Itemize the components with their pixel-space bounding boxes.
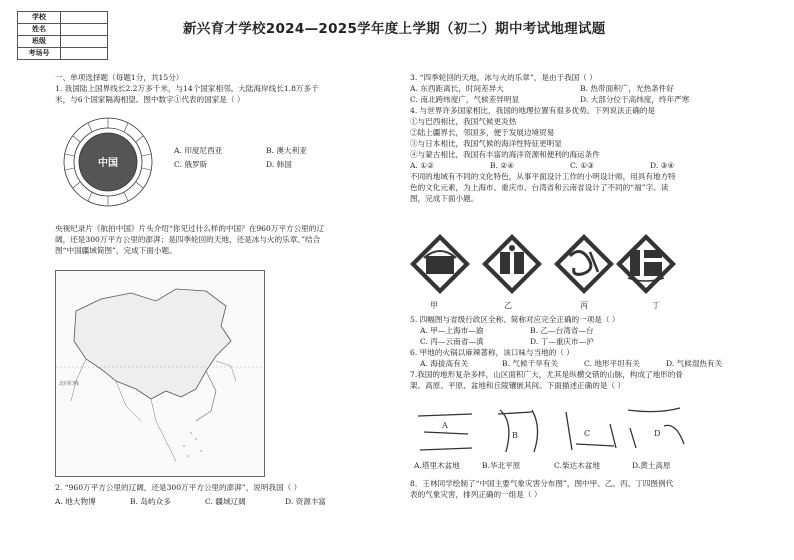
fu-design-tiles	[408, 232, 678, 302]
q4-statement: ①与巴西相比，我国气候更炎热	[410, 117, 517, 126]
info-label: 班级	[18, 36, 61, 48]
tile-jia	[410, 234, 470, 294]
q1-text: 米，与6个国家隔海相望。图中数字①代表的国家是（ ）	[55, 95, 245, 104]
option-b[interactable]: B. 气候干旱有关	[502, 359, 558, 368]
info-label: 姓名	[18, 24, 61, 36]
q8-block	[410, 478, 785, 500]
option-b[interactable]: B. 澳大利亚	[266, 146, 307, 155]
option-a[interactable]: A. 东西距离长，时间差异大	[410, 84, 504, 93]
landform-letter: B	[512, 431, 518, 440]
landform-sketches	[414, 404, 704, 460]
info-field[interactable]	[61, 24, 108, 36]
q5-text: 5. 四幅图与省级行政区全称、简称对应完全正确的一项是（ ）	[410, 315, 620, 324]
option-d[interactable]: D.黄土高原	[632, 461, 671, 470]
intro-line: 图“中国疆域简图”，完成下面小题。	[55, 246, 177, 255]
option-c[interactable]: C. 丙—云南省—滇	[420, 337, 484, 346]
q7-options	[414, 460, 704, 471]
q3-text: 3. “四季轮回的天地，冰与火的乐章”，是由于我国（ ）	[410, 73, 597, 82]
option-b[interactable]: B. 乙—台湾省—台	[530, 326, 594, 335]
neighbor-ring-diagram	[60, 108, 160, 216]
q8-text: 表的气象灾害，排列正确的一组是（ ）	[410, 490, 542, 499]
info-label: 学校	[18, 12, 61, 24]
intro-line: 阔，还是300万平方公里的澎湃；是四季轮回的天地，还是冰与火的乐章。”结合	[55, 235, 321, 244]
q1-options	[174, 145, 374, 170]
option-d[interactable]: D. 韩国	[266, 160, 292, 169]
option-a[interactable]: A. 地大物博	[55, 497, 96, 506]
q2-block	[55, 482, 395, 507]
info-field[interactable]	[61, 36, 108, 48]
option-c[interactable]: C. 南北跨纬度广，气候差异明显	[410, 95, 520, 104]
china-label: 中国	[98, 158, 118, 169]
option-a[interactable]: A.塔里木盆地	[414, 461, 460, 470]
section-heading: 一、单项选择题（每题1分，共15分）	[55, 73, 184, 82]
intro-line: 央视纪录片《航拍中国》片头介绍“你见过什么样的中国？在960万平方公里的辽	[55, 224, 324, 233]
option-a[interactable]: A. ①②	[410, 161, 434, 170]
tile-ding	[616, 234, 676, 294]
q2-text: 2. “960万平方公里的辽阔，还是300万平方公里的澎湃”，说明我国（ ）	[55, 483, 302, 492]
option-b[interactable]: B. 热带面积广，光热条件好	[580, 84, 674, 93]
info-field[interactable]	[61, 48, 108, 60]
option-c[interactable]: C. 俄罗斯	[174, 160, 208, 169]
intro-line: 图，完成下面小题。	[410, 194, 479, 203]
option-a[interactable]: A. 甲—上海市—渝	[420, 326, 484, 335]
option-c[interactable]: C.柴达木盆地	[554, 461, 600, 470]
option-d[interactable]: D. 丁—重庆市—沪	[530, 337, 594, 346]
q7-text: 7.我国的地形复杂多样，山区面积广大，尤其是纵横交错的山脉，构成了地形的骨	[410, 370, 684, 379]
landform-letter: D	[654, 429, 661, 438]
q5-q7-block	[410, 314, 785, 391]
q4-statement: ③与日本相比，我国气候的海洋性特征更明显	[410, 139, 562, 148]
q4-text: 4. 与世界许多国家相比，我国的地理位置有很多优势。下列说法正确的是	[410, 106, 656, 115]
tile-label: 甲	[430, 301, 438, 310]
tile-label: 乙	[504, 301, 512, 310]
q8-text: 8．王林同学绘制了“中国主要气象灾害分布图”，图中甲、乙、丙、丁四图例代	[410, 479, 674, 488]
option-b[interactable]: B. 岛屿众多	[130, 497, 171, 506]
tile-yi	[482, 234, 542, 294]
tile-label: 丙	[580, 301, 588, 310]
q1-text: 1. 我国陆上国界线长2.2万多千米，与14个国家相邻。大陆海岸线长1.8万多千	[55, 84, 319, 93]
tile-label: 丁	[652, 301, 660, 310]
info-label: 考场号	[18, 48, 61, 60]
option-a[interactable]: A. 海拔高有关	[420, 359, 469, 368]
option-b[interactable]: B.华北平原	[482, 461, 521, 470]
info-field[interactable]	[61, 12, 108, 24]
q4-statement: ④与蒙古相比，我国有丰富的海洋资源和便利的海运条件	[410, 150, 600, 159]
exam-title: 新兴育才学校2024—2025学年度上学期（初二）期中考试地理试题	[183, 21, 606, 37]
option-a[interactable]: A. 印度尼西亚	[174, 146, 223, 155]
q4-statement: ②陆上疆界长，邻国多，便于发展边境贸易	[410, 128, 555, 137]
q7-text: 架。高原、平原、盆地和丘陵镶嵌其间。下面描述正确的是（ ）	[410, 381, 626, 390]
landform-letter: A	[442, 421, 448, 430]
option-d[interactable]: D. 资源丰富	[285, 497, 327, 506]
option-c[interactable]: C. 地形平坦有关	[584, 359, 640, 368]
china-territory-map	[55, 270, 265, 477]
tropic-label: 北回归线	[59, 381, 80, 387]
intro-line: 不同的地域有不同的文化特色，从事平面设计工作的小明设计师，用具有地方特	[410, 172, 676, 181]
tile-bing	[554, 234, 614, 294]
option-d[interactable]: D. 大部分位于高纬度，终年严寒	[580, 95, 690, 104]
option-d[interactable]: D. 气候湿热有关	[666, 359, 723, 368]
intro-passage	[55, 223, 395, 256]
landform-letter: C	[584, 429, 591, 438]
option-c[interactable]: C. 疆域辽阔	[205, 497, 246, 506]
option-d[interactable]: D. ③④	[650, 161, 675, 170]
student-info-table	[17, 11, 108, 60]
option-c[interactable]: C. ①③	[570, 161, 594, 170]
option-b[interactable]: B. ②④	[490, 161, 515, 170]
right-column	[410, 72, 785, 204]
intro-line: 色的文化元素，为上海市、重庆市、台湾省和云南省设计了不同的“福”字。读	[410, 183, 669, 192]
q6-text: 6. 甲地的火锅以麻辣著称，该口味与当地的（ ）	[410, 348, 574, 357]
left-column	[55, 72, 390, 105]
